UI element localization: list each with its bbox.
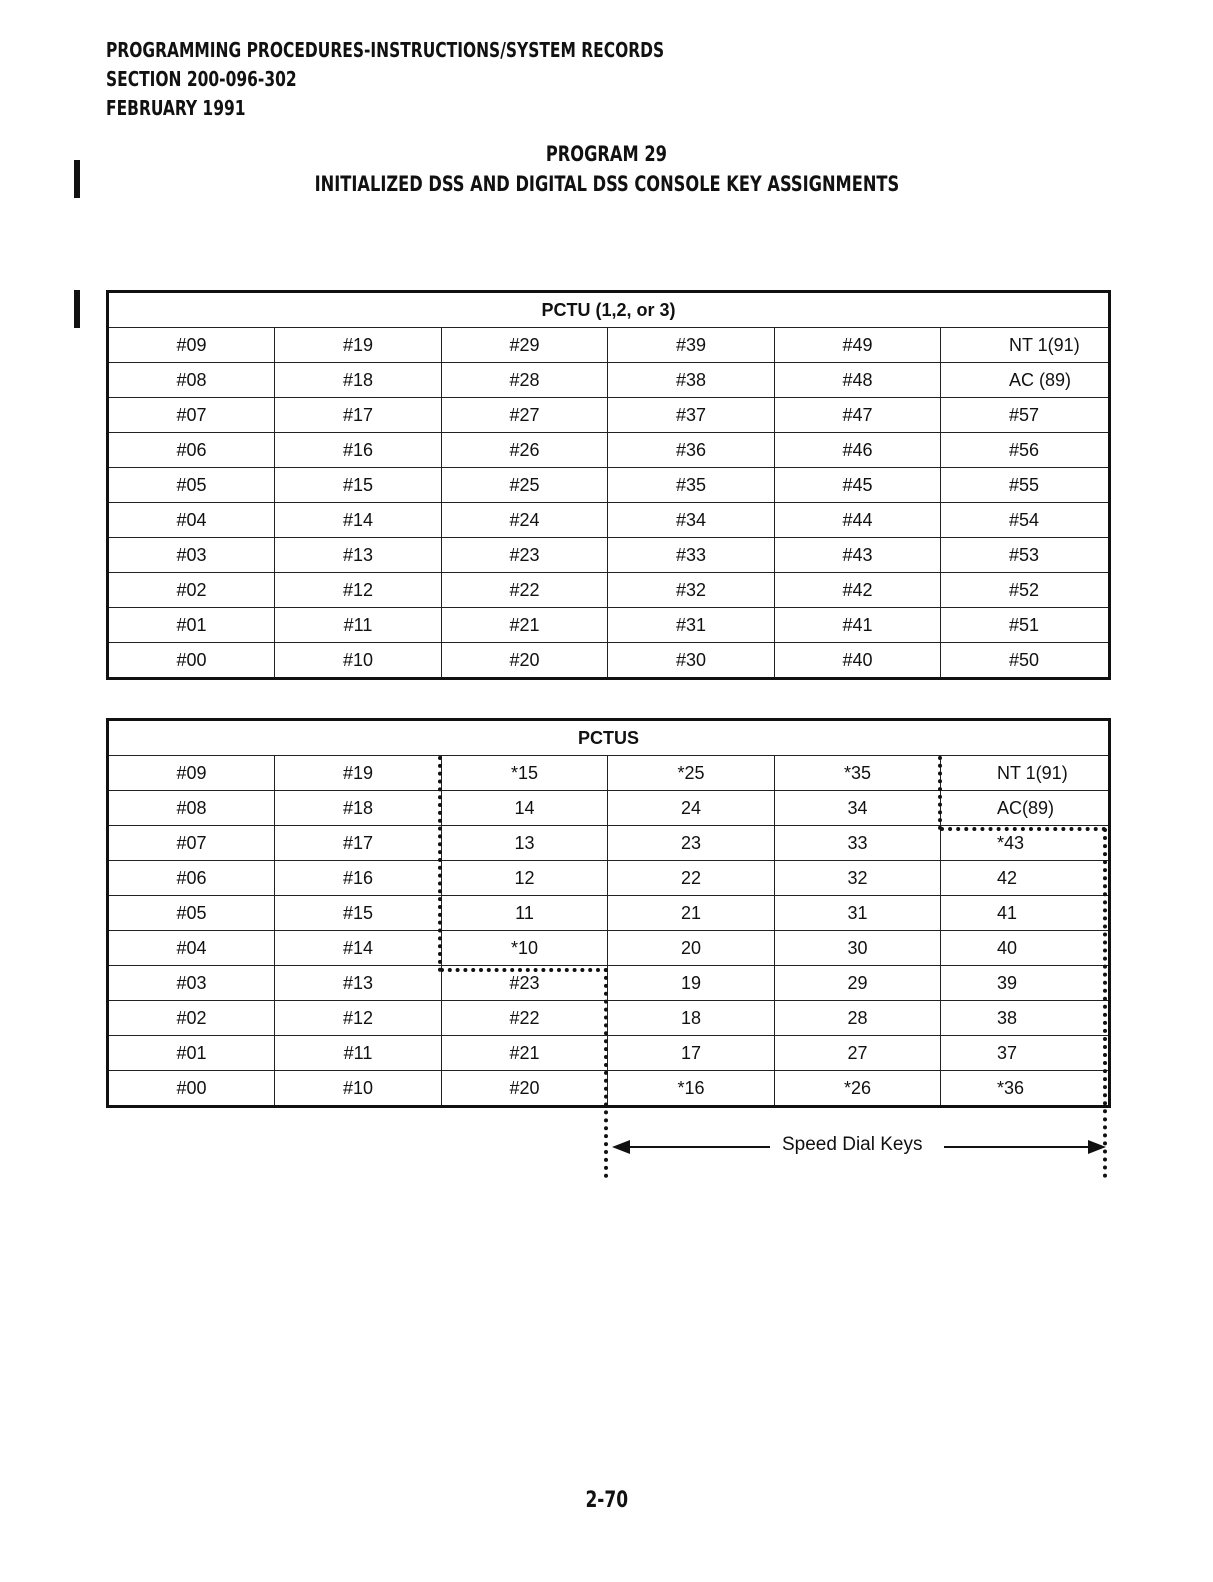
program-subtitle-text: INITIALIZED DSS AND DIGITAL DSS CONSOLE KEY ASSIGNMENTS	[314, 172, 899, 196]
table-row	[108, 468, 1110, 503]
key-cell: #17	[275, 398, 442, 433]
key-cell: #18	[275, 791, 442, 826]
key-cell: #19	[275, 756, 442, 791]
key-cell: *35	[775, 756, 941, 791]
key-cell: #33	[608, 538, 775, 573]
pctus-key-table	[106, 718, 1111, 1108]
speed-dial-keys-indicator	[612, 1130, 1106, 1164]
page-number-text: 2-70	[585, 1488, 628, 1513]
document-header	[106, 36, 664, 123]
key-cell: #14	[275, 503, 442, 538]
key-cell: *43	[941, 826, 1110, 861]
key-cell: 28	[775, 1001, 941, 1036]
key-cell: #13	[275, 966, 442, 1001]
key-cell: #03	[108, 538, 275, 573]
key-cell: #55	[941, 468, 1110, 503]
key-cell: #46	[775, 433, 941, 468]
key-cell: #30	[608, 643, 775, 679]
program-title-text: PROGRAM 29	[545, 142, 668, 166]
key-cell: #34	[608, 503, 775, 538]
key-cell: #50	[941, 643, 1110, 679]
key-cell: #09	[108, 756, 275, 791]
key-cell: #12	[275, 1001, 442, 1036]
table-row	[108, 931, 1110, 966]
key-cell: #02	[108, 1001, 275, 1036]
key-cell: #22	[442, 573, 608, 608]
key-cell: #13	[275, 538, 442, 573]
key-cell: 34	[775, 791, 941, 826]
pctu-key-table	[106, 290, 1111, 680]
key-cell: #48	[775, 363, 941, 398]
key-cell: AC(89)	[941, 791, 1110, 826]
key-cell: 29	[775, 966, 941, 1001]
table-row	[108, 608, 1110, 643]
speed-dial-keys-label: Speed Dial Keys	[782, 1134, 923, 1155]
key-cell: 14	[442, 791, 608, 826]
key-cell: *16	[608, 1071, 775, 1107]
group-divider-dotted	[1103, 828, 1107, 1178]
key-cell: 19	[608, 966, 775, 1001]
key-cell: #04	[108, 503, 275, 538]
key-cell: #43	[775, 538, 941, 573]
key-cell: #31	[608, 608, 775, 643]
pctu-table-caption: PCTU (1,2, or 3)	[108, 292, 1110, 328]
key-cell: #56	[941, 433, 1110, 468]
key-cell: 30	[775, 931, 941, 966]
key-cell: #21	[442, 608, 608, 643]
key-cell: AC (89)	[941, 363, 1110, 398]
key-cell: #40	[775, 643, 941, 679]
key-cell: #05	[108, 468, 275, 503]
key-cell: #37	[608, 398, 775, 433]
key-cell: *10	[442, 931, 608, 966]
key-cell: *15	[442, 756, 608, 791]
header-line-1: PROGRAMMING PROCEDURES-INSTRUCTIONS/SYSTEM RECORDS	[106, 38, 665, 62]
key-cell: 32	[775, 861, 941, 896]
change-bar	[74, 290, 80, 328]
key-cell: #51	[941, 608, 1110, 643]
key-cell: #07	[108, 826, 275, 861]
key-cell: 20	[608, 931, 775, 966]
key-cell: 27	[775, 1036, 941, 1071]
key-cell: #00	[108, 643, 275, 679]
key-cell: #01	[108, 1036, 275, 1071]
key-cell: 11	[442, 896, 608, 931]
key-cell: #21	[442, 1036, 608, 1071]
key-cell: #38	[608, 363, 775, 398]
key-cell: #10	[275, 1071, 442, 1107]
key-cell: #15	[275, 896, 442, 931]
arrow-line	[628, 1146, 770, 1148]
key-cell: #01	[108, 608, 275, 643]
key-cell: #47	[775, 398, 941, 433]
key-cell: #16	[275, 433, 442, 468]
key-cell: #23	[442, 538, 608, 573]
key-cell: #20	[442, 1071, 608, 1107]
key-cell: #09	[108, 328, 275, 363]
key-cell: #05	[108, 896, 275, 931]
key-cell: #06	[108, 861, 275, 896]
key-cell: 39	[941, 966, 1110, 1001]
key-cell: #36	[608, 433, 775, 468]
program-subtitle	[0, 172, 1213, 196]
key-cell: 23	[608, 826, 775, 861]
key-cell: #49	[775, 328, 941, 363]
key-cell: *26	[775, 1071, 941, 1107]
table-row	[108, 896, 1110, 931]
key-cell: #03	[108, 966, 275, 1001]
key-cell: 22	[608, 861, 775, 896]
key-cell: #07	[108, 398, 275, 433]
key-cell: 42	[941, 861, 1110, 896]
key-cell: 17	[608, 1036, 775, 1071]
key-cell: #02	[108, 573, 275, 608]
key-cell: #20	[442, 643, 608, 679]
table-row	[108, 363, 1110, 398]
key-cell: #17	[275, 826, 442, 861]
key-cell: #25	[442, 468, 608, 503]
key-cell: #42	[775, 573, 941, 608]
key-cell: #44	[775, 503, 941, 538]
table-row	[108, 328, 1110, 363]
key-cell: #54	[941, 503, 1110, 538]
key-cell: #35	[608, 468, 775, 503]
key-cell: #52	[941, 573, 1110, 608]
table-row	[108, 1036, 1110, 1071]
group-divider-dotted	[438, 756, 442, 972]
key-cell: NT 1(91)	[941, 756, 1110, 791]
table-row	[108, 966, 1110, 1001]
key-cell: 21	[608, 896, 775, 931]
key-cell: #19	[275, 328, 442, 363]
table-row	[108, 573, 1110, 608]
key-cell: #24	[442, 503, 608, 538]
key-cell: #00	[108, 1071, 275, 1107]
key-cell: #08	[108, 791, 275, 826]
key-cell: #28	[442, 363, 608, 398]
key-cell: 18	[608, 1001, 775, 1036]
table-row	[108, 433, 1110, 468]
key-cell: #16	[275, 861, 442, 896]
table-row	[108, 538, 1110, 573]
arrow-right-icon	[1088, 1140, 1106, 1154]
key-cell: #41	[775, 608, 941, 643]
key-cell: #32	[608, 573, 775, 608]
change-bar	[74, 160, 80, 198]
key-cell: #04	[108, 931, 275, 966]
key-cell: *36	[941, 1071, 1110, 1107]
key-cell: 13	[442, 826, 608, 861]
pctus-table-caption: PCTUS	[108, 720, 1110, 756]
key-cell: #11	[275, 608, 442, 643]
key-cell: *25	[608, 756, 775, 791]
key-cell: 37	[941, 1036, 1110, 1071]
table-row	[108, 1071, 1110, 1107]
table-row	[108, 643, 1110, 679]
key-cell: 41	[941, 896, 1110, 931]
key-cell: #29	[442, 328, 608, 363]
key-cell: NT 1(91)	[941, 328, 1110, 363]
key-cell: #45	[775, 468, 941, 503]
key-cell: #06	[108, 433, 275, 468]
header-line-3: FEBRUARY 1991	[106, 96, 246, 120]
key-cell: #22	[442, 1001, 608, 1036]
table-row	[108, 398, 1110, 433]
group-divider-dotted	[940, 827, 1106, 831]
key-cell: #14	[275, 931, 442, 966]
key-cell: #11	[275, 1036, 442, 1071]
key-cell: #18	[275, 363, 442, 398]
key-cell: 24	[608, 791, 775, 826]
key-cell: #23	[442, 966, 608, 1001]
arrow-line	[944, 1146, 1090, 1148]
key-cell: #57	[941, 398, 1110, 433]
table-row	[108, 791, 1110, 826]
key-cell: #39	[608, 328, 775, 363]
header-line-2: SECTION 200-096-302	[106, 67, 297, 91]
key-cell: #12	[275, 573, 442, 608]
key-cell: #53	[941, 538, 1110, 573]
program-title	[0, 142, 1213, 166]
key-cell: #10	[275, 643, 442, 679]
group-divider-dotted	[938, 756, 942, 830]
table-row	[108, 756, 1110, 791]
key-cell: 12	[442, 861, 608, 896]
key-cell: 33	[775, 826, 941, 861]
group-divider-dotted	[604, 968, 608, 1178]
table-row	[108, 503, 1110, 538]
table-row	[108, 1001, 1110, 1036]
key-cell: #08	[108, 363, 275, 398]
key-cell: #15	[275, 468, 442, 503]
page-number	[0, 1488, 1213, 1513]
key-cell: 31	[775, 896, 941, 931]
key-cell: #27	[442, 398, 608, 433]
key-cell: 38	[941, 1001, 1110, 1036]
key-cell: #26	[442, 433, 608, 468]
table-row	[108, 861, 1110, 896]
key-cell: 40	[941, 931, 1110, 966]
group-divider-dotted	[440, 968, 608, 972]
